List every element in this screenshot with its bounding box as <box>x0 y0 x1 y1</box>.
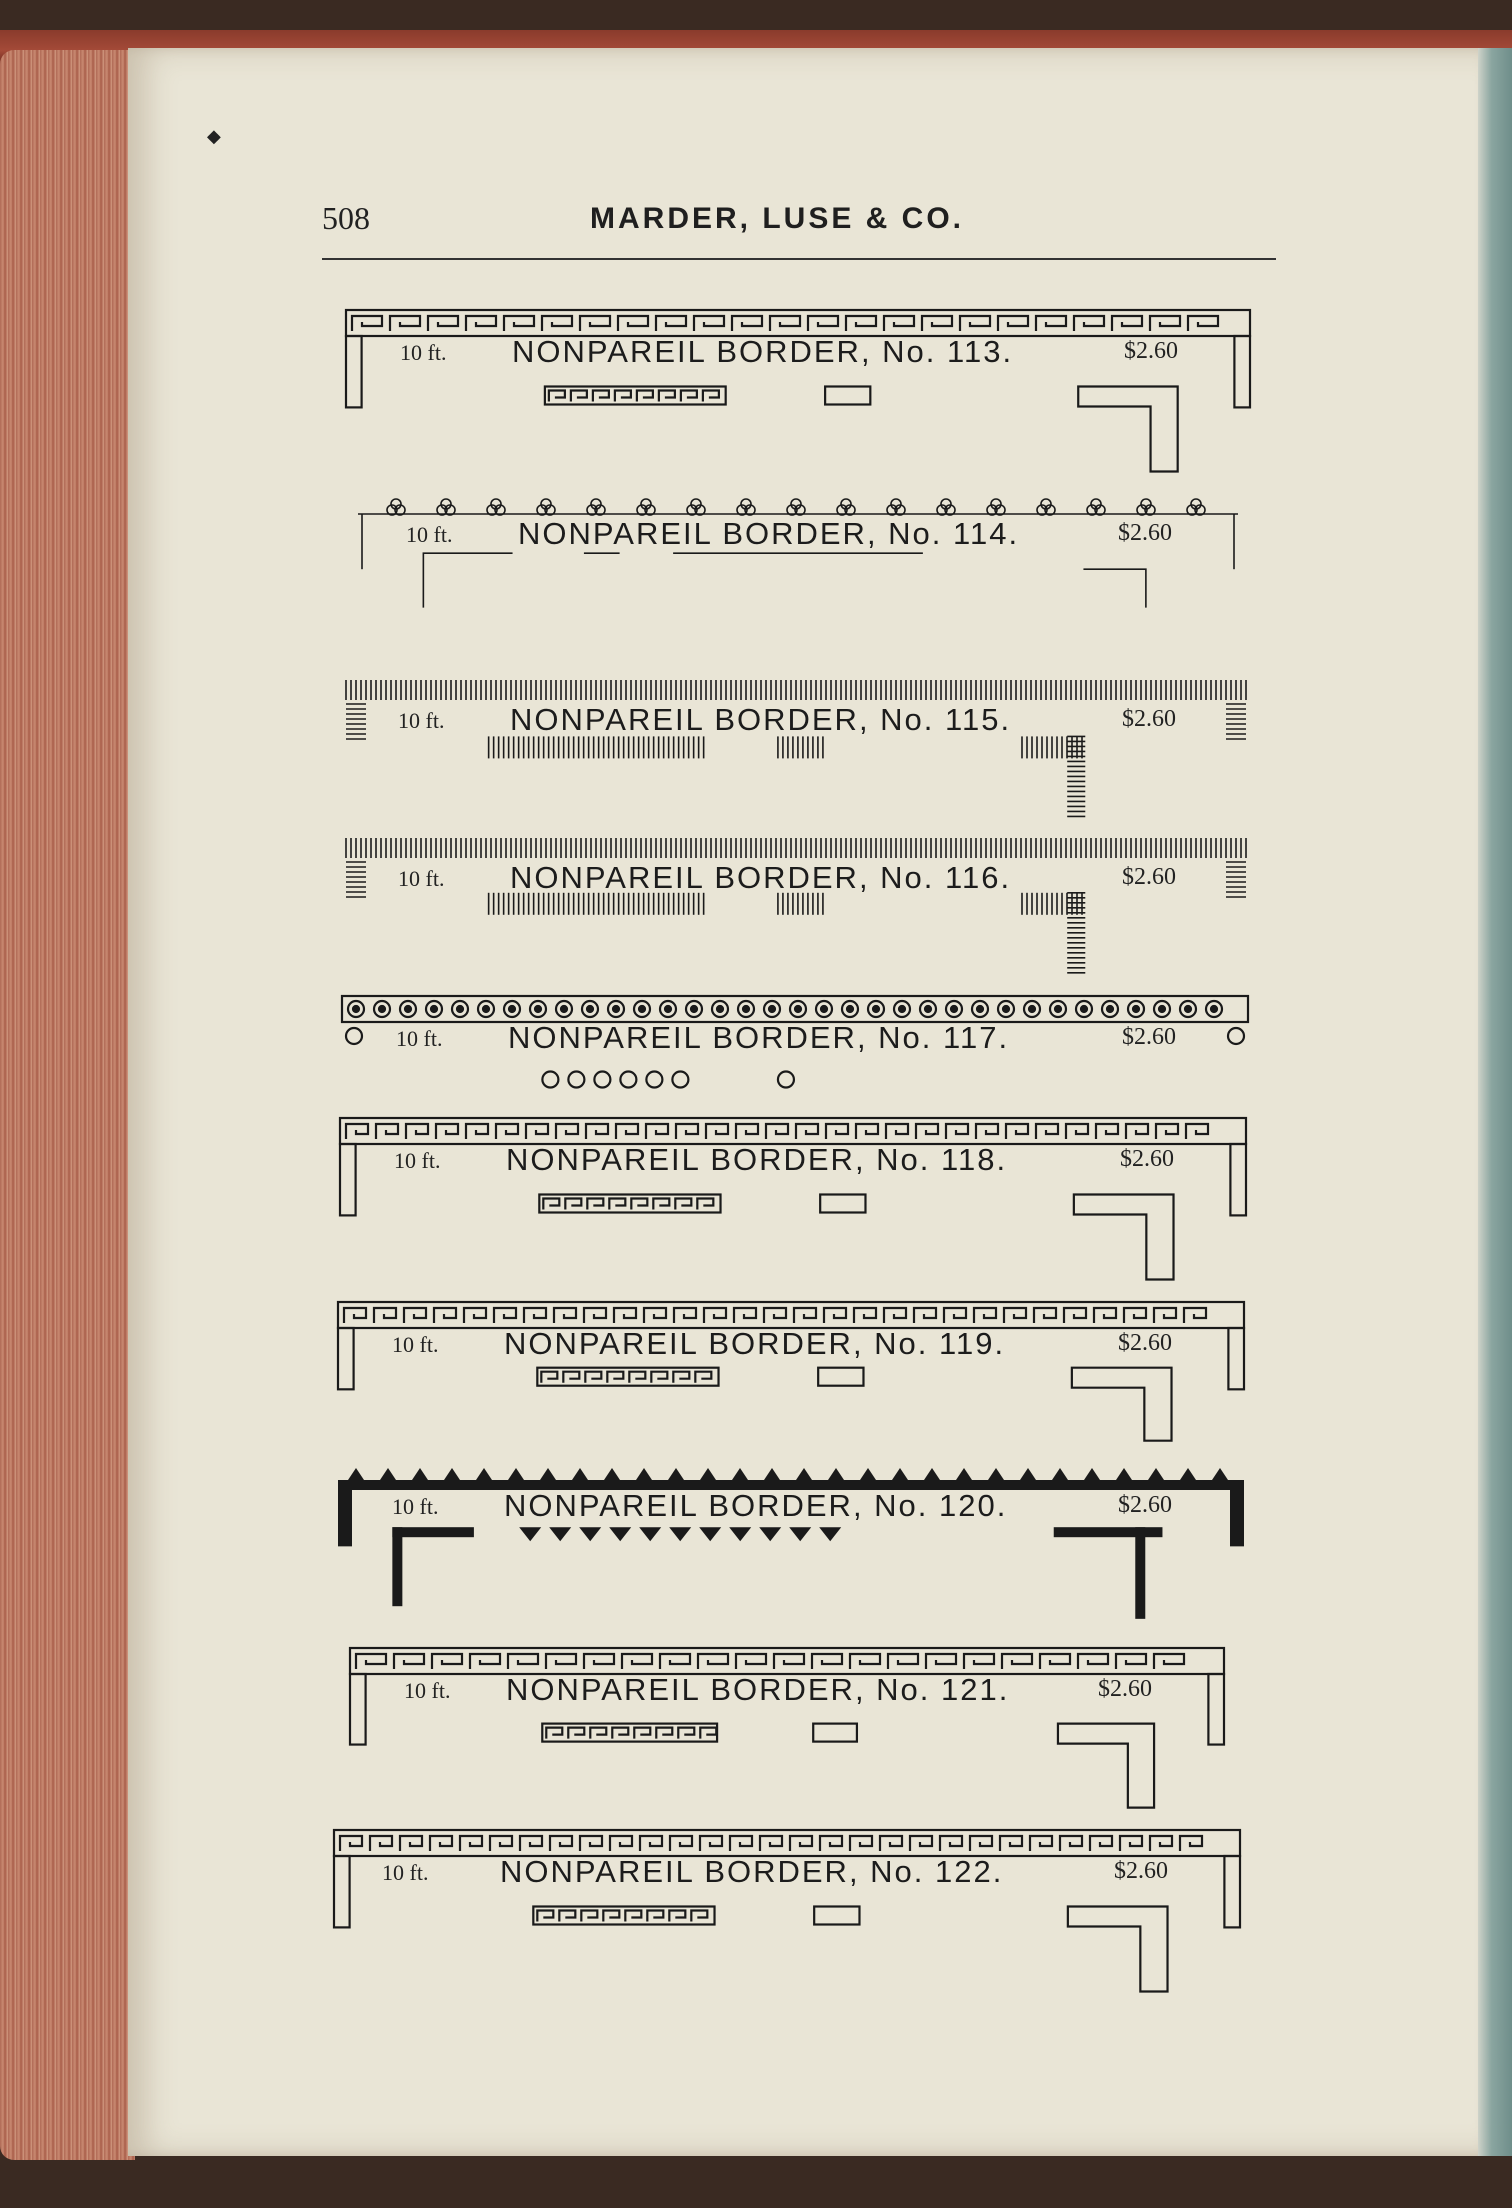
border-length: 10 ft. <box>382 1860 429 1885</box>
header-rule <box>322 258 1276 260</box>
border-specimen <box>342 996 1248 1112</box>
page-number: 508 <box>322 200 370 236</box>
border-title: NONPAREIL BORDER, No. 118. <box>506 1142 1008 1177</box>
border-price: $2.60 <box>1120 1146 1174 1172</box>
border-specimen <box>340 1118 1246 1288</box>
border-length: 10 ft. <box>394 1148 441 1173</box>
border-length: 10 ft. <box>392 1332 439 1357</box>
border-ornament-sample <box>338 1302 1244 1448</box>
border-title: NONPAREIL BORDER, No. 113. <box>512 334 1014 369</box>
border-length: 10 ft. <box>398 708 445 733</box>
border-specimen <box>338 1464 1244 1622</box>
border-price: $2.60 <box>1118 1330 1172 1356</box>
border-length: 10 ft. <box>404 1678 451 1703</box>
border-title: NONPAREIL BORDER, No. 116. <box>510 860 1012 895</box>
border-length: 10 ft. <box>392 1494 439 1519</box>
border-specimen <box>352 502 1244 662</box>
page-stack-edge <box>0 50 135 2160</box>
border-price: $2.60 <box>1114 1858 1168 1884</box>
border-price: $2.60 <box>1122 706 1176 732</box>
border-title: NONPAREIL BORDER, No. 117. <box>508 1020 1010 1055</box>
border-length: 10 ft. <box>406 522 453 547</box>
border-title: NONPAREIL BORDER, No. 115. <box>510 702 1012 737</box>
border-title: NONPAREIL BORDER, No. 121. <box>506 1672 1010 1707</box>
border-price: $2.60 <box>1124 338 1178 364</box>
border-title: NONPAREIL BORDER, No. 114. <box>518 516 1020 551</box>
border-price: $2.60 <box>1098 1676 1152 1702</box>
border-length: 10 ft. <box>396 1026 443 1051</box>
border-specimen <box>344 678 1248 824</box>
border-specimen <box>338 1302 1244 1448</box>
border-length: 10 ft. <box>400 340 447 365</box>
border-title: NONPAREIL BORDER, No. 119. <box>504 1326 1006 1361</box>
border-ornament-sample <box>344 678 1248 824</box>
border-specimen <box>344 836 1248 978</box>
border-length: 10 ft. <box>398 866 445 891</box>
running-head: MARDER, LUSE & CO. <box>590 202 965 235</box>
border-specimen <box>346 310 1250 480</box>
printer-mark-icon: ◆ <box>207 126 221 147</box>
border-price: $2.60 <box>1118 1492 1172 1518</box>
page-fore-edge <box>1478 48 1512 2156</box>
border-specimen <box>350 1648 1224 1816</box>
border-ornament-sample <box>344 836 1248 978</box>
border-title: NONPAREIL BORDER, No. 122. <box>500 1854 1004 1889</box>
border-price: $2.60 <box>1122 864 1176 890</box>
border-specimen <box>334 1830 1240 2000</box>
border-price: $2.60 <box>1118 520 1172 546</box>
border-title: NONPAREIL BORDER, No. 120. <box>504 1488 1008 1523</box>
border-price: $2.60 <box>1122 1024 1176 1050</box>
